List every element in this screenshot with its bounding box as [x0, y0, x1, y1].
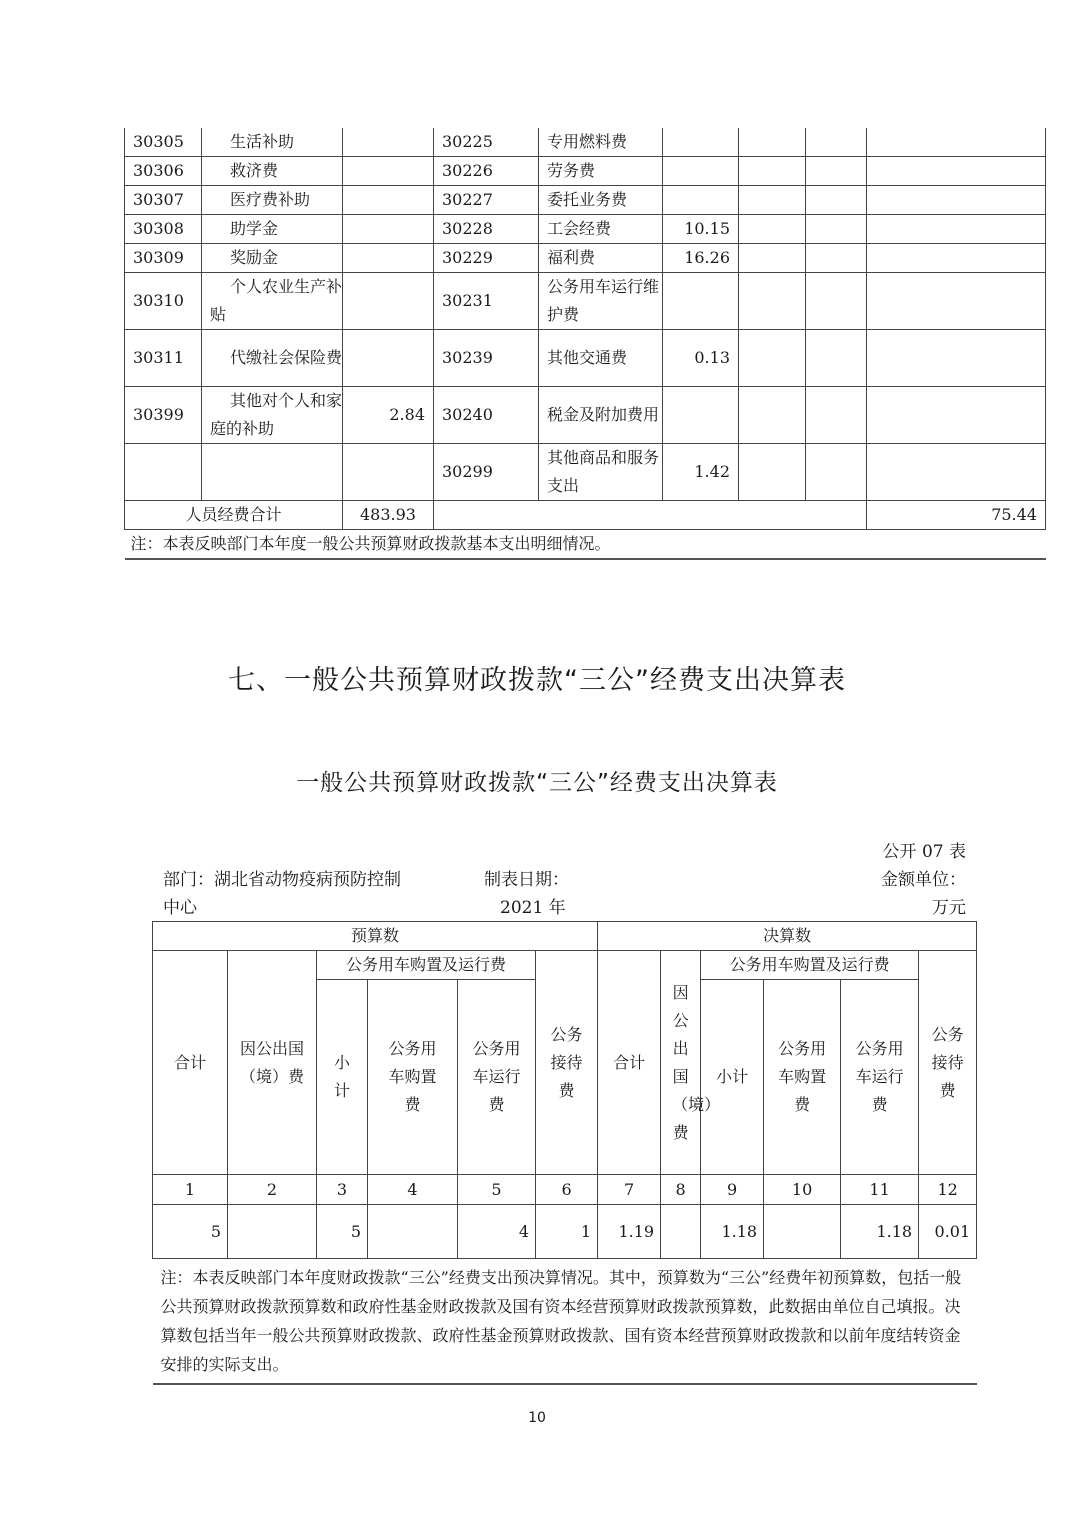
- amount-unit: [881, 866, 966, 922]
- amount-cell: [663, 387, 739, 444]
- empty-cell: [867, 273, 1046, 330]
- amount-cell: [343, 244, 434, 273]
- code-cell: 30311: [125, 330, 202, 387]
- amount-cell: 1.19: [598, 1205, 661, 1259]
- total-row: [125, 501, 1046, 530]
- amount-cell: [343, 444, 434, 501]
- report-date: [484, 866, 584, 922]
- empty-cell: [806, 128, 867, 157]
- header-reception: 公务接待费: [536, 951, 598, 1175]
- amount-cell: [228, 1205, 317, 1259]
- header-car-purchase: 公务用车购置费: [368, 980, 458, 1175]
- date-value: 2021 年: [500, 898, 566, 918]
- item-name-cell: 救济费: [202, 157, 343, 186]
- item-name-cell: 税金及附加费用: [539, 387, 663, 444]
- table-row: [125, 330, 1046, 387]
- value-row: [153, 1205, 977, 1259]
- empty-cell: [806, 444, 867, 501]
- empty-cell: [434, 501, 867, 530]
- empty-cell: [806, 157, 867, 186]
- empty-cell: [739, 387, 806, 444]
- code-cell: 30308: [125, 215, 202, 244]
- group-budget: 预算数: [153, 922, 598, 951]
- amount-cell: 2.84: [343, 387, 434, 444]
- column-number: 12: [919, 1175, 977, 1205]
- amount-cell: 0.13: [663, 330, 739, 387]
- amount-cell: 5: [153, 1205, 228, 1259]
- code-cell: 30307: [125, 186, 202, 215]
- amount-cell: 0.01: [919, 1205, 977, 1259]
- header-total: 合计: [598, 951, 661, 1175]
- table-row: [125, 157, 1046, 186]
- empty-cell: [739, 128, 806, 157]
- column-number: 4: [368, 1175, 458, 1205]
- item-name-cell: 个人农业生产补贴: [202, 273, 343, 330]
- empty-cell: [867, 244, 1046, 273]
- empty-cell: [806, 330, 867, 387]
- amount-cell: 5: [317, 1205, 368, 1259]
- column-number: 8: [661, 1175, 701, 1205]
- item-name-cell: 劳务费: [539, 157, 663, 186]
- code-cell: 30227: [434, 186, 539, 215]
- table-title: 一般公共预算财政拨款“三公”经费支出决算表: [296, 770, 778, 796]
- empty-cell: [867, 330, 1046, 387]
- column-number: 11: [841, 1175, 919, 1205]
- amount-cell: [343, 128, 434, 157]
- empty-cell: [739, 186, 806, 215]
- amount-cell: 1.42: [663, 444, 739, 501]
- table-row: [125, 387, 1046, 444]
- code-cell: 30310: [125, 273, 202, 330]
- table-row: [125, 128, 1046, 157]
- unit-value: 万元: [932, 898, 966, 918]
- personnel-total-value: 483.93: [343, 501, 434, 530]
- empty-cell: [739, 244, 806, 273]
- amount-cell: 1: [536, 1205, 598, 1259]
- column-number-row: [153, 1175, 977, 1205]
- column-number: 5: [458, 1175, 536, 1205]
- amount-cell: 10.15: [663, 215, 739, 244]
- table-row: [125, 215, 1046, 244]
- empty-cell: [867, 128, 1046, 157]
- basic-expense-table: [124, 128, 1046, 560]
- table-note: 注：本表反映部门本年度一般公共预算财政拨款基本支出明细情况。: [125, 530, 1046, 560]
- column-number: 6: [536, 1175, 598, 1205]
- item-name-cell: 奖励金: [202, 244, 343, 273]
- empty-cell: [739, 444, 806, 501]
- table-row: [125, 186, 1046, 215]
- item-name-cell: 助学金: [202, 215, 343, 244]
- header-car-operation: 公务用车运行费: [841, 980, 919, 1175]
- empty-cell: [739, 215, 806, 244]
- amount-cell: 16.26: [663, 244, 739, 273]
- header-car-operation: 公务用车运行费: [458, 980, 536, 1175]
- amount-cell: [764, 1205, 841, 1259]
- amount-cell: [663, 157, 739, 186]
- code-cell: 30299: [434, 444, 539, 501]
- amount-cell: [368, 1205, 458, 1259]
- empty-cell: [739, 330, 806, 387]
- item-name-cell: 其他交通费: [539, 330, 663, 387]
- item-name-cell: 其他商品和服务支出: [539, 444, 663, 501]
- amount-cell: [663, 273, 739, 330]
- code-cell: 30231: [434, 273, 539, 330]
- empty-cell: [806, 186, 867, 215]
- header-total: 合计: [153, 951, 228, 1175]
- amount-cell: [343, 273, 434, 330]
- amount-cell: [343, 215, 434, 244]
- code-cell: 30306: [125, 157, 202, 186]
- date-label: 制表日期：: [484, 870, 569, 890]
- table-row: [125, 444, 1046, 501]
- public-total-value: 75.44: [867, 501, 1046, 530]
- header-subtotal: 小计: [317, 980, 368, 1175]
- table-note: 注：本表反映部门本年度财政拨款“三公”经费支出预决算情况。其中，预算数为“三公”经费年初预算数，包括一般公共预算财政拨款预算数和政府性基金财政拨款及国有资本经营预算财政拨款预算数，此数据由单位自己填报。决算数包括当年一般公共预算财政拨款、政府性基金预算财政拨款、国有资本经营预算财政拨款和以前年度结转资金安排的实际支出。: [153, 1259, 977, 1385]
- column-number: 1: [153, 1175, 228, 1205]
- table-row: [125, 273, 1046, 330]
- amount-cell: [343, 186, 434, 215]
- code-cell: 30240: [434, 387, 539, 444]
- code-cell: 30226: [434, 157, 539, 186]
- column-number: 7: [598, 1175, 661, 1205]
- empty-cell: [806, 215, 867, 244]
- code-cell: 30399: [125, 387, 202, 444]
- empty-cell: [867, 186, 1046, 215]
- table-row: [125, 244, 1046, 273]
- empty-cell: [806, 387, 867, 444]
- empty-cell: [806, 273, 867, 330]
- code-cell: 30229: [434, 244, 539, 273]
- item-name-cell: 公务用车运行维护费: [539, 273, 663, 330]
- item-name-cell: 医疗费补助: [202, 186, 343, 215]
- header-reception: 公务接待费: [919, 951, 977, 1175]
- personnel-total-label: 人员经费合计: [125, 501, 343, 530]
- item-name-cell: 福利费: [539, 244, 663, 273]
- code-cell: [125, 444, 202, 501]
- amount-cell: [661, 1205, 701, 1259]
- item-name-cell: 生活补助: [202, 128, 343, 157]
- empty-cell: [806, 244, 867, 273]
- header-car-group: 公务用车购置及运行费: [701, 951, 919, 980]
- code-cell: 30225: [434, 128, 539, 157]
- amount-cell: 1.18: [701, 1205, 764, 1259]
- amount-cell: [663, 186, 739, 215]
- item-name-cell: 其他对个人和家庭的补助: [202, 387, 343, 444]
- amount-cell: [663, 128, 739, 157]
- header-car-group: 公务用车购置及运行费: [317, 951, 536, 980]
- empty-cell: [867, 444, 1046, 501]
- empty-cell: [739, 157, 806, 186]
- amount-cell: [343, 330, 434, 387]
- unit-label: 金额单位：: [881, 870, 966, 890]
- item-name-cell: 工会经费: [539, 215, 663, 244]
- group-final: 决算数: [598, 922, 977, 951]
- column-number: 10: [764, 1175, 841, 1205]
- empty-cell: [867, 157, 1046, 186]
- section-heading: 七、一般公共预算财政拨款“三公”经费支出决算表: [228, 665, 846, 696]
- empty-cell: [867, 387, 1046, 444]
- code-cell: 30309: [125, 244, 202, 273]
- column-number: 9: [701, 1175, 764, 1205]
- header-car-purchase: 公务用车购置费: [764, 980, 841, 1175]
- item-name-cell: 代缴社会保险费: [202, 330, 343, 387]
- three-public-table: [152, 921, 977, 1385]
- amount-cell: 4: [458, 1205, 536, 1259]
- item-name-cell: 专用燃料费: [539, 128, 663, 157]
- code-cell: 30305: [125, 128, 202, 157]
- header-subtotal: 小计: [701, 980, 764, 1175]
- header-abroad: 因公出国（境）费: [228, 951, 317, 1175]
- amount-cell: [343, 157, 434, 186]
- form-number: 公开 07 表: [882, 842, 966, 862]
- column-number: 2: [228, 1175, 317, 1205]
- header-abroad: 因公出国（境）费: [661, 951, 701, 1175]
- item-name-cell: 委托业务费: [539, 186, 663, 215]
- department-label: 部门：湖北省动物疫病预防控制中心: [163, 870, 401, 918]
- amount-cell: 1.18: [841, 1205, 919, 1259]
- empty-cell: [739, 273, 806, 330]
- code-cell: 30228: [434, 215, 539, 244]
- code-cell: 30239: [434, 330, 539, 387]
- column-number: 3: [317, 1175, 368, 1205]
- item-name-cell: [202, 444, 343, 501]
- empty-cell: [867, 215, 1046, 244]
- page-number: 10: [528, 1410, 546, 1426]
